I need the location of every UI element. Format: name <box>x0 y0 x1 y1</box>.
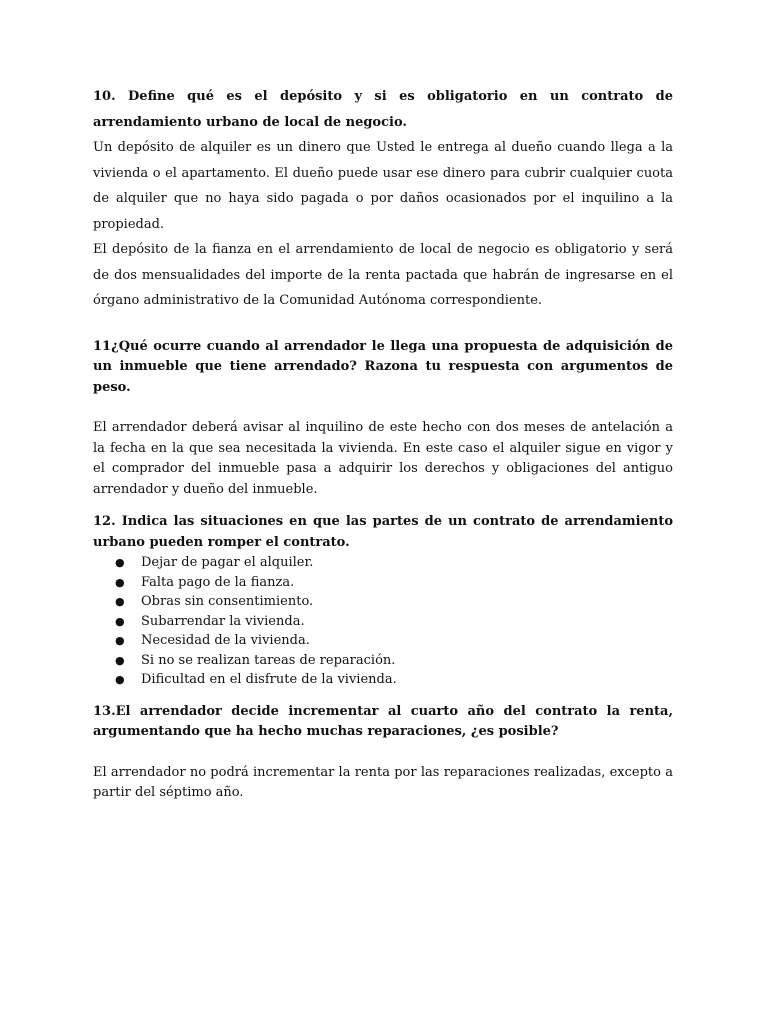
question-10-section <box>93 84 673 314</box>
question-13-section <box>93 702 673 804</box>
list-item-text: Falta pago de la fianza. <box>141 574 295 590</box>
bullet-icon: ● <box>115 556 125 569</box>
spacer <box>93 500 673 512</box>
spacer <box>93 743 673 763</box>
document-page <box>93 84 673 804</box>
list-item-text: Obras sin consentimiento. <box>141 594 314 609</box>
list-item <box>93 651 673 671</box>
list-item <box>93 553 673 573</box>
spacer <box>93 690 673 702</box>
list-item-text: Subarrendar la vivienda. <box>141 613 305 629</box>
question-10-answer-paragraph-2: El depósito de la fianza en el arrendamiento de local de negocio es obligatorio y será de dos mensualidades del importe de la renta pactada que habrán de ingresarse en el órgano administrativo de la Comunidad Autónoma correspondiente. <box>93 242 673 308</box>
list-item-text: Necesidad de la vivienda. <box>141 633 310 648</box>
question-10-answer-paragraph-1: Un depósito de alquiler es un dinero que Usted le entrega al dueño cuando llega a la vivienda o el apartamento. El dueño puede usar ese dinero para cubrir cualquier cuota de alquiler que no haya sido pagada o por daños ocasionados por el inquilino a la propiedad. <box>93 140 673 232</box>
list-item <box>93 631 673 651</box>
spacer <box>93 314 673 337</box>
question-13-title: 13.El arrendador decide incrementar al cuarto año del contrato la renta, argumentando que ha hecho muchas reparaciones, ¿es posible? <box>93 703 673 739</box>
question-12-section <box>93 512 673 690</box>
question-11-title: 11¿Qué ocurre cuando al arrendador le llega una propuesta de adquisición de un inmueble que tiene arrendado? Razona tu respuesta con argumentos de peso. <box>93 338 673 395</box>
list-item <box>93 612 673 632</box>
question-11-section <box>93 337 673 501</box>
bullet-icon: ● <box>115 614 125 628</box>
spacer <box>93 398 673 418</box>
list-item-text: Dejar de pagar el alquiler. <box>141 555 314 570</box>
question-12-title: 12. Indica las situaciones en que las partes de un contrato de arrendamiento urbano pueden romper el contrato. <box>93 514 673 550</box>
bullet-icon: ● <box>115 653 125 667</box>
list-item <box>93 670 673 690</box>
list-item-text: Si no se realizan tareas de reparación. <box>141 652 396 668</box>
question-13-answer: El arrendador no podrá incrementar la renta por las reparaciones realizadas, excepto a partir del séptimo año. <box>93 764 673 800</box>
question-12-list <box>93 553 673 690</box>
list-item-text: Dificultad en el disfrute de la vivienda. <box>141 672 397 687</box>
question-10-title: 10. Define qué es el depósito y si es obligatorio en un contrato de arrendamiento urbano de local de negocio. <box>93 89 673 130</box>
bullet-icon: ● <box>115 634 125 647</box>
bullet-icon: ● <box>115 673 125 686</box>
bullet-icon: ● <box>115 595 125 608</box>
question-11-answer: El arrendador deberá avisar al inquilino de este hecho con dos meses de antelación a la fecha en la que sea necesitada la vivienda. En este caso el alquiler sigue en vigor y el comprador del inmueble pasa a adquirir los derechos y obligaciones del antiguo arrendador y dueño del inmueble. <box>93 420 673 497</box>
list-item <box>93 592 673 612</box>
list-item <box>93 573 673 593</box>
bullet-icon: ● <box>115 575 125 589</box>
